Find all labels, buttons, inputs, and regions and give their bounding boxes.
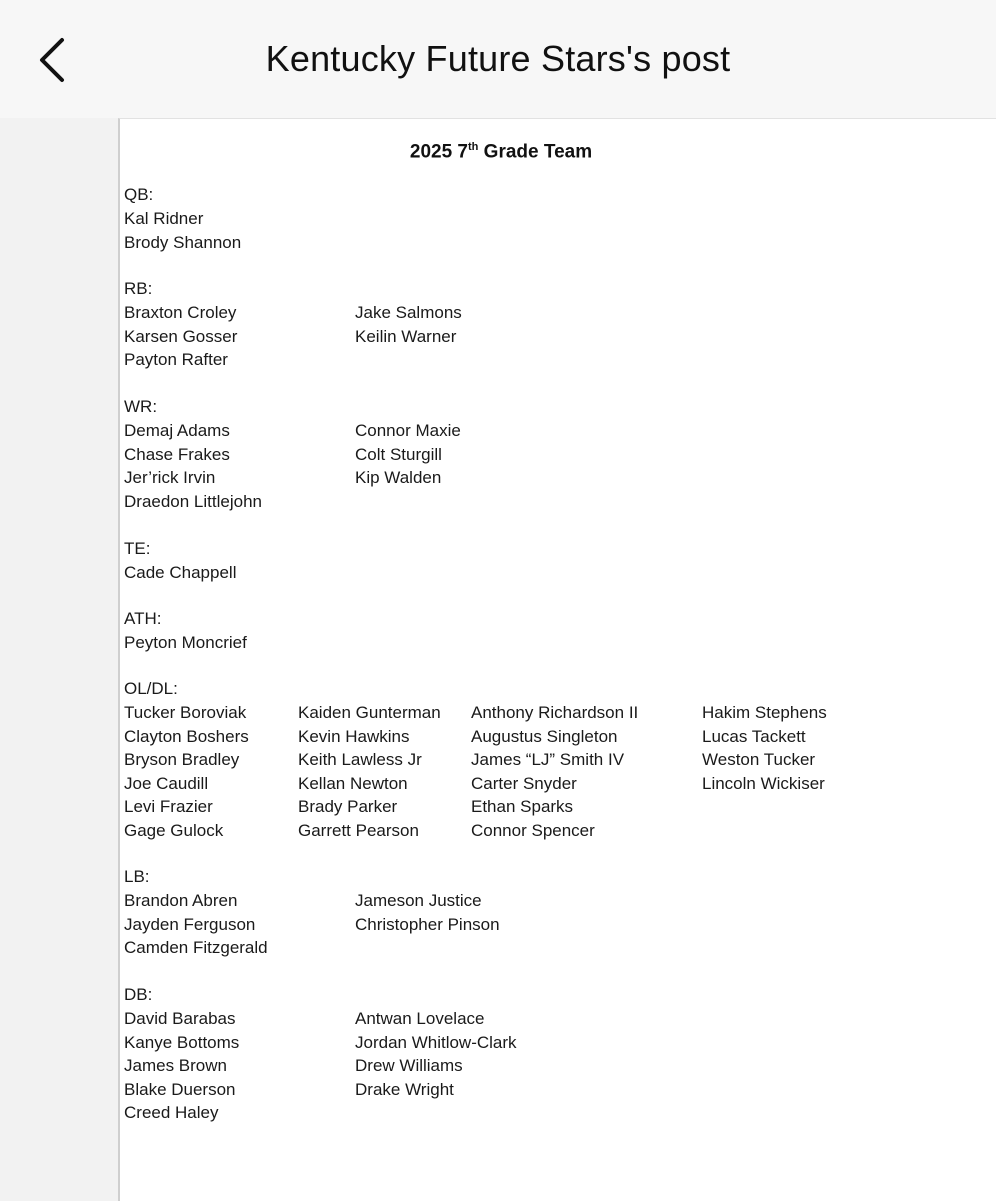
player-name: Lincoln Wickiser (702, 774, 825, 793)
document-title (120, 141, 882, 163)
player-name: David Barabas (124, 1009, 236, 1028)
player-name: Jordan Whitlow-Clark (355, 1033, 517, 1052)
section-heading-oldl: OL/DL: (124, 679, 178, 698)
top-bar (0, 0, 996, 118)
player-name: Brody Shannon (124, 233, 242, 252)
player-name: Connor Maxie (355, 421, 461, 440)
player-name: Clayton Boshers (124, 727, 249, 746)
player-name: Peyton Moncrief (124, 633, 247, 652)
player-name: Connor Spencer (471, 821, 595, 840)
player-name: Ethan Sparks (471, 797, 574, 816)
player-name: Drew Williams (355, 1056, 463, 1075)
player-name: Carter Snyder (471, 774, 577, 793)
player-name: Jer’rick Irvin (124, 468, 216, 487)
player-name: Levi Frazier (124, 797, 213, 816)
section-heading-lb: LB: (124, 867, 150, 886)
player-name: Blake Duerson (124, 1080, 236, 1099)
player-name: Demaj Adams (124, 421, 230, 440)
post-image-document[interactable] (118, 118, 996, 1201)
player-name: Drake Wright (355, 1080, 454, 1099)
player-name: James Brown (124, 1056, 227, 1075)
section-heading-rb: RB: (124, 279, 153, 298)
player-name: Kip Walden (355, 468, 442, 487)
section-heading-wr: WR: (124, 397, 158, 416)
player-name: Brady Parker (298, 797, 398, 816)
player-name: Weston Tucker (702, 750, 816, 769)
document-title-suffix: Grade Team (478, 141, 593, 163)
player-name: Joe Caudill (124, 774, 209, 793)
player-name: Colt Sturgill (355, 445, 442, 464)
player-name: Antwan Lovelace (355, 1009, 485, 1028)
player-name: James “LJ” Smith IV (471, 750, 625, 769)
player-name: Braxton Croley (124, 303, 237, 322)
player-name: Garrett Pearson (298, 821, 419, 840)
player-name: Kal Ridner (124, 209, 204, 228)
section-heading-te: TE: (124, 539, 151, 558)
player-name: Creed Haley (124, 1103, 219, 1122)
player-name: Hakim Stephens (702, 703, 827, 722)
player-name: Bryson Bradley (124, 750, 240, 769)
player-name: Payton Rafter (124, 350, 228, 369)
document-title-superscript: th (468, 141, 479, 153)
player-name: Kevin Hawkins (298, 727, 410, 746)
player-name: Augustus Singleton (471, 727, 618, 746)
player-name: Brandon Abren (124, 891, 238, 910)
player-name: Anthony Richardson II (471, 703, 639, 722)
player-name: Kanye Bottoms (124, 1033, 240, 1052)
page-title: Kentucky Future Stars's post (265, 38, 731, 79)
player-name: Gage Gulock (124, 821, 224, 840)
player-name: Christopher Pinson (355, 915, 500, 934)
section-heading-db: DB: (124, 985, 153, 1004)
player-name: Cade Chappell (124, 563, 237, 582)
player-name: Keilin Warner (355, 327, 457, 346)
document-title-prefix: 2025 7 (409, 141, 469, 163)
player-name: Jake Salmons (355, 303, 462, 322)
player-name: Kellan Newton (298, 774, 408, 793)
section-heading-ath: ATH: (124, 609, 162, 628)
player-name: Jayden Ferguson (124, 915, 256, 934)
player-name: Jameson Justice (355, 891, 482, 910)
player-name: Karsen Gosser (124, 327, 238, 346)
section-heading-qb: QB: (124, 185, 154, 204)
player-name: Draedon Littlejohn (124, 492, 262, 511)
player-name: Chase Frakes (124, 445, 230, 464)
player-name: Kaiden Gunterman (298, 703, 441, 722)
player-name: Keith Lawless Jr (298, 750, 422, 769)
player-name: Lucas Tackett (702, 727, 806, 746)
player-name: Camden Fitzgerald (124, 938, 268, 957)
player-name: Tucker Boroviak (124, 703, 247, 722)
